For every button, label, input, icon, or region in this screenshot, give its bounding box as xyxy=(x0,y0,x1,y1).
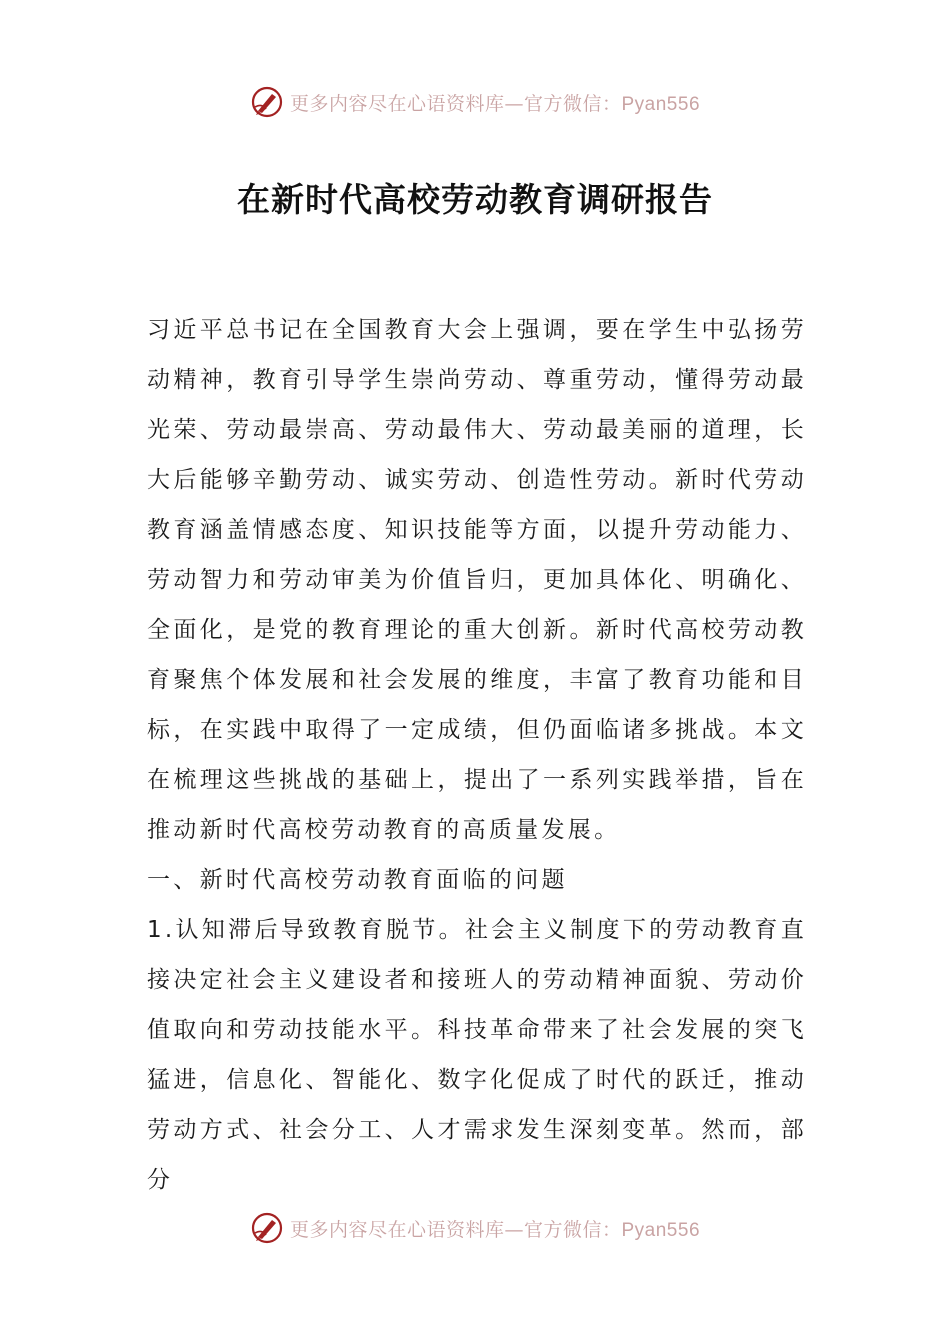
footer-banner xyxy=(0,1208,950,1248)
body-paragraph: 1.认知滞后导致教育脱节。社会主义制度下的劳动教育直接决定社会主义建设者和接班人的劳动精神面貌、劳动价值取向和劳动技能水平。科技革命带来了社会发展的突飞猛进，信息化、智能化、数字化促成了时代的跃迁，推动劳动方式、社会分工、人才需求发生深刻变革。然而，部分 xyxy=(147,917,807,1193)
pen-logo-icon xyxy=(250,85,284,119)
banner-text: 更多内容尽在心语资料库—官方微信：Pyan556 xyxy=(289,1218,701,1241)
wechat-id: Pyan556 xyxy=(621,1219,701,1241)
document-body xyxy=(147,305,807,1205)
document-title: 在新时代高校劳动教育调研报告 xyxy=(237,180,713,219)
wechat-id: Pyan556 xyxy=(621,93,701,115)
banner-text: 更多内容尽在心语资料库—官方微信：Pyan556 xyxy=(289,92,701,115)
header-banner xyxy=(0,82,950,122)
section-heading: 一、新时代高校劳动教育面临的问题 xyxy=(147,867,568,893)
pen-logo-icon xyxy=(250,1211,284,1245)
intro-paragraph: 习近平总书记在全国教育大会上强调，要在学生中弘扬劳动精神，教育引导学生崇尚劳动、尊重劳动，懂得劳动最光荣、劳动最崇高、劳动最伟大、劳动最美丽的道理，长大后能够辛勤劳动、诚实劳动、创造性劳动。新时代劳动教育涵盖情感态度、知识技能等方面，以提升劳动能力、劳动智力和劳动审美为价值旨归，更加具体化、明确化、全面化，是党的教育理论的重大创新。新时代高校劳动教育聚焦个体发展和社会发展的维度，丰富了教育功能和目标，在实践中取得了一定成绩，但仍面临诸多挑战。本文在梳理这些挑战的基础上，提出了一系列实践举措，旨在推动新时代高校劳动教育的高质量发展。 xyxy=(147,317,807,843)
